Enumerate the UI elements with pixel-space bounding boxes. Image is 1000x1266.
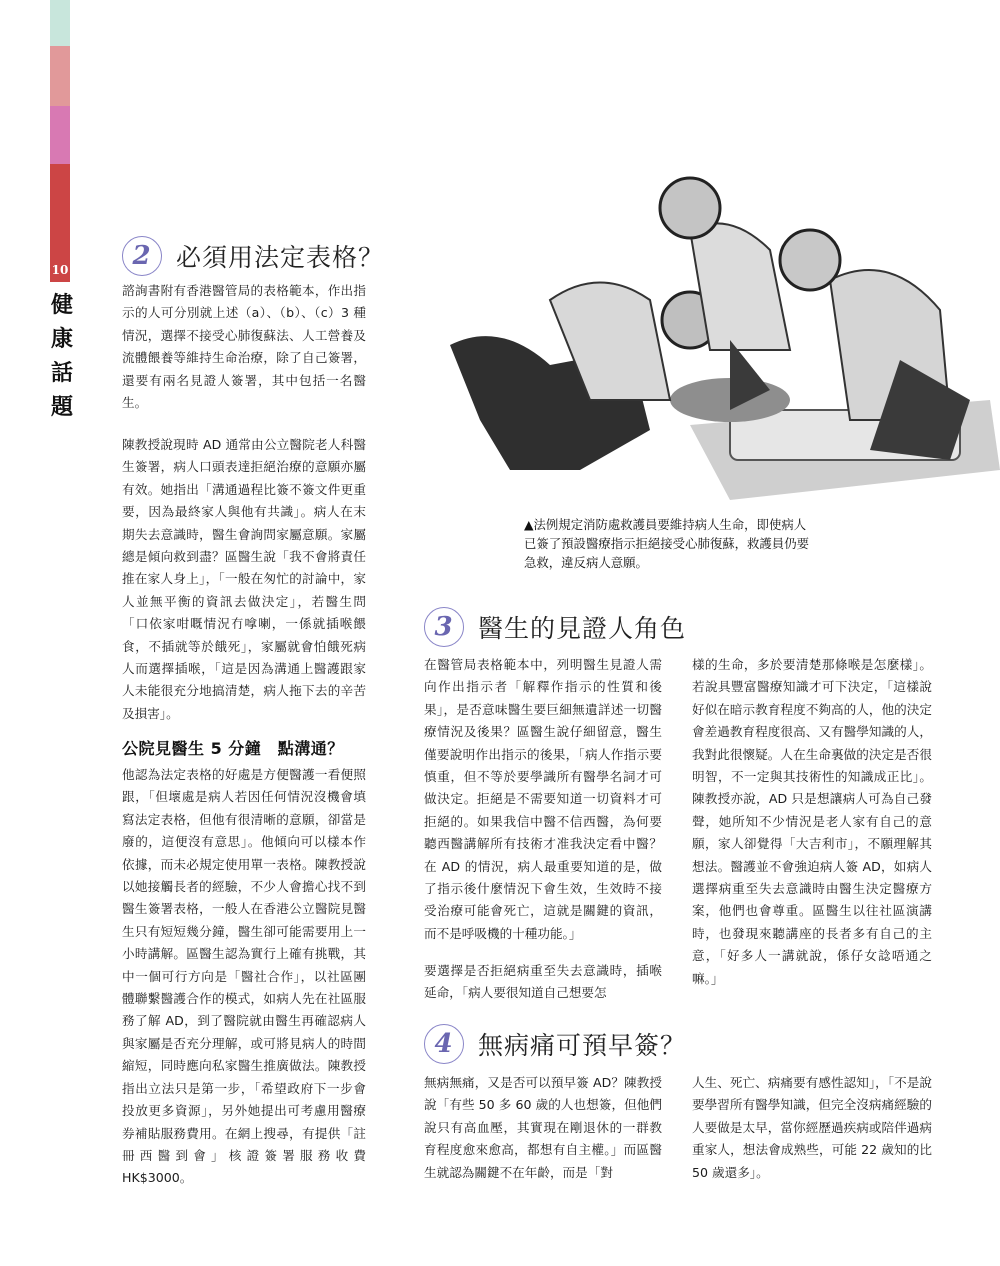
section-3-col1-para: 在醫管局表格範本中，列明醫生見證人需向作出指示者「解釋作指示的性質和後果」，是否意味醫生要巨細無遺詳述一切醫療情況及後果？區醫生說仔細留意，醫生僅要說明作出指示的後果，「病人作指示要慎重，但不等於要學識所有醫學名詞才可做決定。拒絕是不需要知道一切資料才可拒絕的。如果我信中醫不信西醫，為何要聽西醫講解所有技術才准我決定看中醫？在 AD 的情況，病人最重要知道的是，做了指示後什麼情況下會生效，生效時不接受治療可能會死亡，這就是關鍵的資訊，而不是呼吸機的十種功能。」 [424,657,662,941]
section-title-char: 康 [51,326,74,352]
section-2-para-2: 陳教授說現時 AD 通常由公立醫院老人科醫生簽署，病人口頭表達拒絕治療的意願亦屬有效。她指出「溝通過程比簽不簽文件更重要，因為最終家人與他有共識」。病人在末期失去意識時，醫生會詢問家屬意願。家屬總是傾向救到盡？區醫生說「我不會將責任推在家人身上」，「一般在匆忙的討論中，家人並無平衡的資訊去做決定」，若醫生問「口依家咁嘅情況冇嗱喇，一係就插喉餵食，不插就等於餓死」，家屬就會怕餓死病人而選擇插喉，「這是因為溝通上醫護跟家人未能很充分地搞清楚，病人拖下去的辛苦及損害」。 [122,437,366,721]
section-number-badge: 3 [424,607,464,647]
color-tab-pink [50,106,70,164]
section-3-title: 醫生的見證人角色 [478,614,687,643]
section-2-para-1: 諮詢書附有香港醫管局的表格範本，作出指示的人可分別就上述（a）、（b）、（c）3 種情況，選擇不接受心肺復蘇法、人工營養及流體餵養等維持生命治療，除了自己簽署，還要有兩名見證人簽署，其中包括一名醫生。 [122,283,366,411]
photo-caption: ▲法例規定消防處救護員要維持病人生命，即使病人已簽了預設醫療指示拒絕接受心肺復蘇，救護員仍要急救，違反病人意願。 [524,517,809,570]
section-title-char: 話 [51,360,74,386]
section-title-char: 題 [51,394,74,420]
section-title-vertical [51,288,73,424]
public-hospital-subheading: 公院見醫生 5 分鐘 點溝通？ [122,739,344,758]
section-4-heading [424,1024,686,1064]
section-number-badge: 2 [122,236,162,276]
section-3-heading [424,607,686,647]
page-number: 10 [50,258,70,282]
section-2-heading [122,236,384,276]
section-4-col1-para: 無病無痛，又是否可以預早簽 AD？陳教授說「有些 50 多 60 歲的人也想簽，但他們說只有高血壓，其實現在剛退休的一群教育程度愈來愈高，都想有自主權。」而區醫生就認為關鍵不在年齡，而是「對 [424,1075,662,1180]
section-number-badge: 4 [424,1024,464,1064]
color-tab-salmon [50,46,70,106]
section-4-col2-para: 人生、死亡、病痛要有感性認知」，「不是說要學習所有醫學知識，但完全沒病痛經驗的人要做是太早，當你經歷過疾病或陪伴過病重家人，想法會成熟些，可能 22 歲知的比 50 歲還多」。 [692,1075,932,1180]
public-hospital-para: 他認為法定表格的好處是方便醫護一看便照跟，「但壞處是病人若因任何情況沒機會填寫法定表格，但他有很清晰的意願，卻當是廢的，這便沒有意思」。他傾向可以樣本作依據，而未必規定使用單一表格。陳教授說以她接觸長者的經驗，不少人會擔心找不到醫生簽署表格，一般人在香港公立醫院見醫生只有短短幾分鐘，醫生卻可能需要用上一小時講解。區醫生認為實行上確有挑戰，其中一個可行方向是「醫社合作」，以社區團體聯繫醫護合作的模式，如病人先在社區服務了解 AD，到了醫院就由醫生再確認病人與家屬是否充分理解，或可將見病人的時間縮短，同時應向私家醫生推廣做法。陳教授指出立法只是第一步，「希望政府下一步會投放更多資源」，另外她提出可考慮用醫療券補貼服務費用。在網上搜尋，有提供「註冊西醫到會」核證簽署服務收費 HK$3000。 [122,767,366,1186]
section-3-col2-para: 樣的生命，多於要清楚那條喉是怎麼樣」。若說具豐富醫療知識才可下決定，「這樣說好似在暗示教育程度不夠高的人，他的決定會差過教育程度很高、又有醫學知識的人，我對此很懷疑。人在生命裏做的決定是否很明智，不一定與其技術性的知識成正比」。陳教授亦說，AD 只是想讓病人可為自己發聲，她所知不少情況是老人家有自己的意願，家人卻覺得「大吉利市」，不願理解其想法。醫護並不會強迫病人簽 AD，如病人選擇病重至失去意識時由醫生決定醫療方案，他們也會尊重。區醫生以往社區演講時，也發現來聽講座的長者多有自己的主意，「好多人一講就說，係仔女諗唔通之嘛。」 [692,657,932,986]
section-4-title: 無病痛可預早簽？ [478,1031,687,1060]
color-tab-mint [50,0,70,46]
ambulance-crew-photo [430,170,1000,510]
section-title-char: 健 [51,292,74,318]
section-3-col1-para-2: 要選擇是否拒絕病重至失去意識時，插喉延命，「病人要很知道自己想要怎 [424,963,662,1001]
color-tab-red [50,164,70,258]
section-2-title: 必須用法定表格？ [176,243,385,272]
